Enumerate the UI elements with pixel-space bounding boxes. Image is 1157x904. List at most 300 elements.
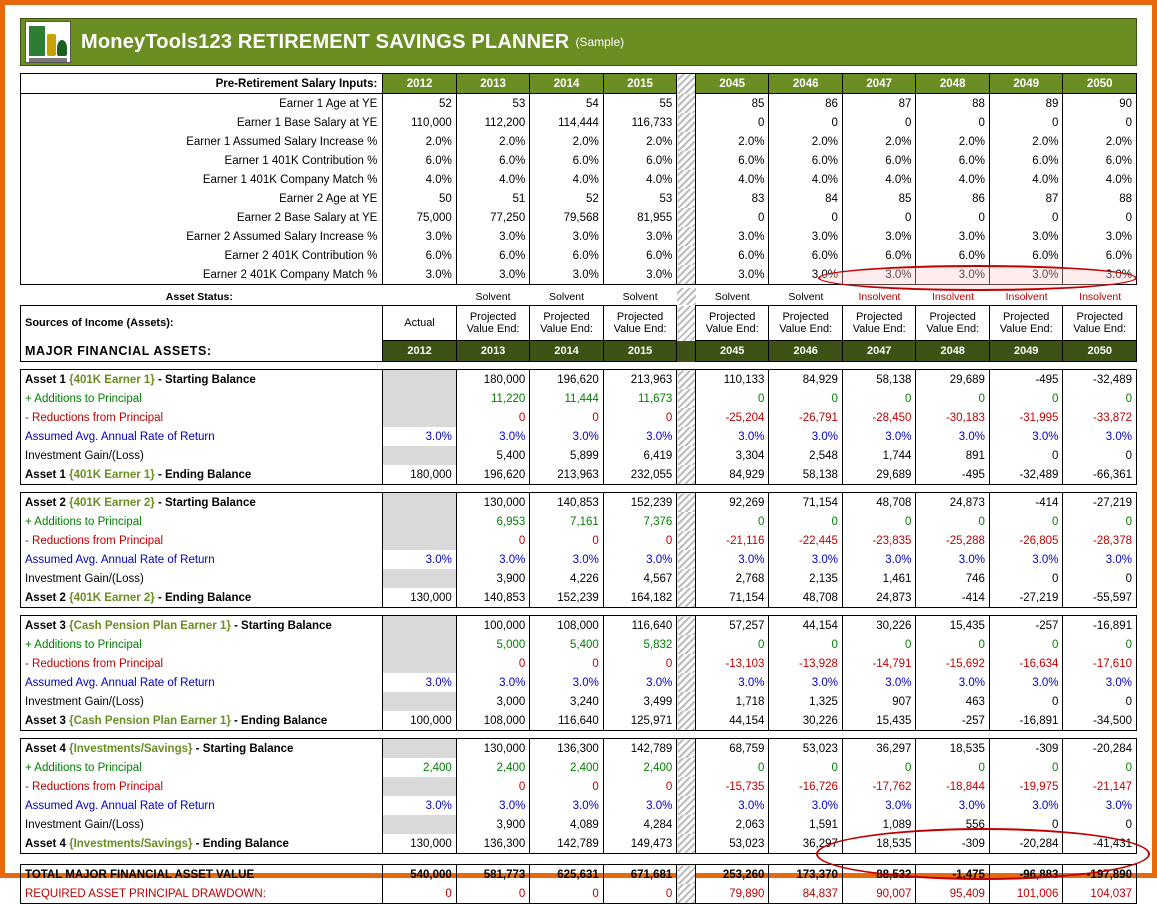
year-band-2046: 2046 <box>769 341 843 362</box>
cell: -20,284 <box>989 834 1063 854</box>
table-row <box>21 512 1137 531</box>
year-band-2014: 2014 <box>530 341 604 362</box>
asset-name: {401K Earner 1} <box>69 373 155 386</box>
cell: 6.0% <box>383 246 457 265</box>
status-badge-2049: Insolvent <box>1005 290 1048 303</box>
cell: 100,000 <box>456 616 530 636</box>
column-break <box>677 151 696 170</box>
cell: 0 <box>603 408 677 427</box>
row-label: + Additions to Principal <box>21 512 383 531</box>
asset-1-start-label <box>21 370 383 390</box>
cell: 180,000 <box>456 370 530 390</box>
cell: -16,891 <box>1063 616 1137 636</box>
cell: 4.0% <box>456 170 530 189</box>
cell: 0 <box>695 512 769 531</box>
cell: 3,240 <box>530 692 604 711</box>
cell: 2.0% <box>530 132 604 151</box>
cell: 4.0% <box>769 170 843 189</box>
pre-retirement-inputs-table <box>20 73 1137 285</box>
table-row <box>21 246 1137 265</box>
cell: -13,928 <box>769 654 843 673</box>
cell: 0 <box>456 777 530 796</box>
col-header-2048: Projected Value End: <box>916 306 990 341</box>
page-title: MoneyTools123 RETIREMENT SAVINGS PLANNER <box>81 30 570 53</box>
cell: 581,773 <box>456 865 530 885</box>
cell: 11,444 <box>530 389 604 408</box>
column-break <box>677 227 696 246</box>
cell: 5,000 <box>456 635 530 654</box>
cell: 0 <box>842 113 916 132</box>
cell <box>383 370 457 390</box>
status-cell-2045: Solvent <box>714 290 750 303</box>
column-break <box>677 834 696 854</box>
column-break <box>677 493 696 513</box>
cell: 2,400 <box>530 758 604 777</box>
cell: -33,872 <box>1063 408 1137 427</box>
cell: 0 <box>530 531 604 550</box>
cell: 0 <box>916 208 990 227</box>
cell: 164,182 <box>603 588 677 608</box>
cell: 213,963 <box>603 370 677 390</box>
column-break <box>677 796 696 815</box>
table-row <box>21 550 1137 569</box>
cell: -25,288 <box>916 531 990 550</box>
cell: -197,890 <box>1063 865 1137 885</box>
table-row <box>21 493 1137 513</box>
sources-title-row <box>21 306 1137 341</box>
cell <box>383 815 457 834</box>
cell: 0 <box>1063 692 1137 711</box>
cell: 4.0% <box>842 170 916 189</box>
cell: 5,400 <box>530 635 604 654</box>
cell: 2,400 <box>456 758 530 777</box>
cell: 3.0% <box>1063 427 1137 446</box>
cell: 3.0% <box>456 265 530 285</box>
cell: -27,219 <box>989 588 1063 608</box>
table-row <box>21 834 1137 854</box>
cell: -96,883 <box>989 865 1063 885</box>
cell: 53,023 <box>695 834 769 854</box>
cell: 77,250 <box>456 208 530 227</box>
cell: 3.0% <box>603 673 677 692</box>
cell: 3.0% <box>383 796 457 815</box>
cell: 2.0% <box>769 132 843 151</box>
row-label: Earner 1 401K Contribution % <box>21 151 383 170</box>
cell: -25,204 <box>695 408 769 427</box>
cell: 4,226 <box>530 569 604 588</box>
asset-name: {Investments/Savings} <box>69 742 193 755</box>
cell: 746 <box>916 569 990 588</box>
cell: 3.0% <box>916 227 990 246</box>
asset-2-start-label <box>21 493 383 513</box>
cell: 3.0% <box>769 265 843 285</box>
cell: 3.0% <box>842 265 916 285</box>
cell: 68,759 <box>695 739 769 759</box>
cell: 3.0% <box>695 227 769 246</box>
cell: 71,154 <box>769 493 843 513</box>
col-header-2014: Projected Value End: <box>530 306 604 341</box>
row-label: Investment Gain/(Loss) <box>21 569 383 588</box>
cell: 18,535 <box>916 739 990 759</box>
column-break <box>677 341 696 362</box>
cell: 0 <box>769 758 843 777</box>
column-break <box>677 815 696 834</box>
cell: 140,853 <box>530 493 604 513</box>
cell: 196,620 <box>530 370 604 390</box>
cell: 0 <box>695 389 769 408</box>
cell: 0 <box>530 408 604 427</box>
money-chart-icon <box>25 21 71 63</box>
total-asset-value-row <box>21 865 1137 885</box>
cell: 100,000 <box>383 711 457 731</box>
cell: 1,325 <box>769 692 843 711</box>
cell: 52 <box>530 189 604 208</box>
asset-index: Asset 2 <box>25 591 70 604</box>
cell: 6.0% <box>769 151 843 170</box>
cell: 3.0% <box>456 427 530 446</box>
cell: 3.0% <box>603 550 677 569</box>
asset-row-suffix: - Ending Balance <box>230 714 328 727</box>
cell: 3.0% <box>695 427 769 446</box>
column-break <box>677 265 696 285</box>
year-band-2013: 2013 <box>456 341 530 362</box>
cell: 0 <box>695 208 769 227</box>
cell: 57,257 <box>695 616 769 636</box>
cell: -17,762 <box>842 777 916 796</box>
table-row <box>21 408 1137 427</box>
cell: 907 <box>842 692 916 711</box>
table-row <box>21 635 1137 654</box>
cell: 3.0% <box>989 673 1063 692</box>
cell: 44,154 <box>769 616 843 636</box>
cell: 3.0% <box>603 427 677 446</box>
column-break <box>677 306 696 341</box>
row-label: Earner 1 Assumed Salary Increase % <box>21 132 383 151</box>
column-break <box>677 370 696 390</box>
cell <box>383 531 457 550</box>
cell: -66,361 <box>1063 465 1137 485</box>
cell: 0 <box>916 758 990 777</box>
status-cell-2046: Solvent <box>788 290 824 303</box>
cell: 3.0% <box>769 427 843 446</box>
cell: -17,610 <box>1063 654 1137 673</box>
cell: 116,640 <box>603 616 677 636</box>
cell: 0 <box>456 408 530 427</box>
asset-index: Asset 2 <box>25 496 70 509</box>
cell: 18,535 <box>842 834 916 854</box>
cell: 3.0% <box>530 427 604 446</box>
cell: 0 <box>989 758 1063 777</box>
cell: 0 <box>916 389 990 408</box>
col-header-2046: Projected Value End: <box>769 306 843 341</box>
row-label: Earner 1 Base Salary at YE <box>21 113 383 132</box>
cell: 0 <box>695 113 769 132</box>
cell: 48,708 <box>769 588 843 608</box>
table-row <box>21 758 1137 777</box>
cell: 130,000 <box>383 834 457 854</box>
cell: 36,297 <box>769 834 843 854</box>
cell: 0 <box>989 569 1063 588</box>
column-break <box>677 132 696 151</box>
column-break <box>677 288 696 305</box>
column-break <box>677 739 696 759</box>
row-label: Assumed Avg. Annual Rate of Return <box>21 673 383 692</box>
cell <box>383 635 457 654</box>
column-break <box>677 550 696 569</box>
cell: 88 <box>1063 189 1137 208</box>
table-row <box>21 208 1137 227</box>
cell: 3.0% <box>989 427 1063 446</box>
row-label: + Additions to Principal <box>21 758 383 777</box>
cell: 3.0% <box>1063 796 1137 815</box>
cell: 71,154 <box>695 588 769 608</box>
table-row <box>21 673 1137 692</box>
cell: 84,837 <box>769 884 843 904</box>
cell: 5,400 <box>456 446 530 465</box>
table-row <box>21 739 1137 759</box>
cell: 130,000 <box>383 588 457 608</box>
row-label: Investment Gain/(Loss) <box>21 815 383 834</box>
cell: 0 <box>916 512 990 531</box>
cell: 3.0% <box>1063 227 1137 246</box>
cell: 5,832 <box>603 635 677 654</box>
cell: 110,000 <box>383 113 457 132</box>
cell: 0 <box>842 208 916 227</box>
cell: -16,891 <box>989 711 1063 731</box>
cell: 3.0% <box>989 796 1063 815</box>
cell: 5,899 <box>530 446 604 465</box>
cell: 136,300 <box>456 834 530 854</box>
cell: 0 <box>916 113 990 132</box>
cell <box>383 408 457 427</box>
cell: 3.0% <box>695 673 769 692</box>
table-row <box>21 94 1137 114</box>
cell: 3.0% <box>530 796 604 815</box>
cell: 90,007 <box>842 884 916 904</box>
cell: 625,631 <box>530 865 604 885</box>
cell <box>383 446 457 465</box>
cell: 50 <box>383 189 457 208</box>
column-break <box>677 865 696 885</box>
cell: 3,000 <box>456 692 530 711</box>
cell: 0 <box>383 884 457 904</box>
cell: 6.0% <box>989 246 1063 265</box>
cell: 232,055 <box>603 465 677 485</box>
cell: -32,489 <box>1063 370 1137 390</box>
cell: 1,718 <box>695 692 769 711</box>
column-break <box>677 673 696 692</box>
cell: 92,269 <box>695 493 769 513</box>
cell: 0 <box>456 884 530 904</box>
cell: 79,890 <box>695 884 769 904</box>
cell: 3,304 <box>695 446 769 465</box>
cell: 79,568 <box>530 208 604 227</box>
year-band-2045: 2045 <box>695 341 769 362</box>
year-band-2050: 2050 <box>1063 341 1137 362</box>
table-row <box>21 265 1137 285</box>
row-label: Earner 1 401K Company Match % <box>21 170 383 189</box>
table-row <box>21 189 1137 208</box>
cell: 3.0% <box>989 227 1063 246</box>
cell: 0 <box>842 389 916 408</box>
inputs-year-2015: 2015 <box>603 74 677 94</box>
cell: 142,789 <box>530 834 604 854</box>
cell: 81,955 <box>603 208 677 227</box>
inputs-header-row <box>21 74 1137 94</box>
year-band-2047: 2047 <box>842 341 916 362</box>
table-row <box>21 465 1137 485</box>
cell: -1,475 <box>916 865 990 885</box>
cell: 0 <box>530 777 604 796</box>
cell: 2.0% <box>603 132 677 151</box>
cell: 84,929 <box>695 465 769 485</box>
cell: 0 <box>603 531 677 550</box>
cell: 0 <box>989 208 1063 227</box>
cell: 0 <box>842 758 916 777</box>
cell: 0 <box>916 635 990 654</box>
cell: 30,226 <box>769 711 843 731</box>
cell: 253,260 <box>695 865 769 885</box>
asset-3-block <box>20 615 1137 731</box>
asset-name: {Investments/Savings} <box>69 837 193 850</box>
col-header-2013: Projected Value End: <box>456 306 530 341</box>
col-header-2047: Projected Value End: <box>842 306 916 341</box>
cell: 6.0% <box>769 246 843 265</box>
column-break <box>677 758 696 777</box>
cell: 0 <box>842 512 916 531</box>
cell: 1,089 <box>842 815 916 834</box>
row-label: - Reductions from Principal <box>21 777 383 796</box>
table-row <box>21 569 1137 588</box>
cell: 149,473 <box>603 834 677 854</box>
column-break <box>677 74 696 94</box>
cell: 29,689 <box>842 465 916 485</box>
row-label: - Reductions from Principal <box>21 408 383 427</box>
cell: 6.0% <box>916 246 990 265</box>
cell: 3.0% <box>769 550 843 569</box>
cell: 2.0% <box>456 132 530 151</box>
column-break <box>677 170 696 189</box>
cell: 1,744 <box>842 446 916 465</box>
cell: 84,929 <box>769 370 843 390</box>
cell: 3.0% <box>383 265 457 285</box>
cell: 0 <box>530 884 604 904</box>
cell: 108,000 <box>456 711 530 731</box>
cell: 84 <box>769 189 843 208</box>
row-label: Assumed Avg. Annual Rate of Return <box>21 427 383 446</box>
cell: 3.0% <box>916 796 990 815</box>
cell: 110,133 <box>695 370 769 390</box>
cell: 86 <box>769 94 843 114</box>
cell: 3.0% <box>530 550 604 569</box>
column-break <box>677 884 696 904</box>
cell: 3.0% <box>695 796 769 815</box>
cell: 0 <box>989 389 1063 408</box>
cell: 6.0% <box>456 151 530 170</box>
cell: 0 <box>1063 389 1137 408</box>
asset-row-suffix: - Ending Balance <box>154 468 252 481</box>
column-break <box>677 408 696 427</box>
column-break <box>677 654 696 673</box>
cell <box>383 777 457 796</box>
column-break <box>677 389 696 408</box>
cell: 86 <box>916 189 990 208</box>
cell: 3.0% <box>456 550 530 569</box>
cell: 3.0% <box>842 550 916 569</box>
cell: 152,239 <box>530 588 604 608</box>
cell: -28,378 <box>1063 531 1137 550</box>
cell: 0 <box>769 389 843 408</box>
cell: -34,500 <box>1063 711 1137 731</box>
cell: 4.0% <box>695 170 769 189</box>
column-break <box>677 616 696 636</box>
cell: 88 <box>916 94 990 114</box>
cell: 52 <box>383 94 457 114</box>
cell: -31,995 <box>989 408 1063 427</box>
column-break <box>677 588 696 608</box>
cell: -26,791 <box>769 408 843 427</box>
cell: 15,435 <box>842 711 916 731</box>
column-break <box>677 531 696 550</box>
row-label: Investment Gain/(Loss) <box>21 692 383 711</box>
required-drawdown-row <box>21 884 1137 904</box>
cell <box>383 389 457 408</box>
cell: 0 <box>695 635 769 654</box>
cell: -23,835 <box>842 531 916 550</box>
cell <box>383 692 457 711</box>
table-row <box>21 113 1137 132</box>
cell <box>383 616 457 636</box>
column-break <box>677 635 696 654</box>
cell: -414 <box>989 493 1063 513</box>
asset-3-start-label <box>21 616 383 636</box>
table-row <box>21 531 1137 550</box>
cell: 1,591 <box>769 815 843 834</box>
inputs-year-2013: 2013 <box>456 74 530 94</box>
cell: -55,597 <box>1063 588 1137 608</box>
asset-4-start-label <box>21 739 383 759</box>
column-break <box>677 189 696 208</box>
table-row <box>21 227 1137 246</box>
cell: 2.0% <box>842 132 916 151</box>
table-row <box>21 389 1137 408</box>
cell: -257 <box>916 711 990 731</box>
cell: 136,300 <box>530 739 604 759</box>
table-row <box>21 777 1137 796</box>
cell: 6.0% <box>383 151 457 170</box>
cell: 0 <box>1063 208 1137 227</box>
cell: 130,000 <box>456 493 530 513</box>
column-break <box>677 208 696 227</box>
cell: 2.0% <box>695 132 769 151</box>
table-row <box>21 654 1137 673</box>
page-subtitle: (Sample) <box>575 35 625 49</box>
cell: 4.0% <box>1063 170 1137 189</box>
asset-row-suffix: - Starting Balance <box>154 496 256 509</box>
cell: 0 <box>603 884 677 904</box>
column-break <box>677 569 696 588</box>
cell: 463 <box>916 692 990 711</box>
cell: 6.0% <box>1063 246 1137 265</box>
asset-index: Asset 4 <box>25 837 70 850</box>
cell: 101,006 <box>989 884 1063 904</box>
asset-name: {Cash Pension Plan Earner 1} <box>69 619 231 632</box>
inputs-year-2050: 2050 <box>1063 74 1137 94</box>
status-badge-2047: Insolvent <box>858 290 901 303</box>
asset-index: Asset 1 <box>25 468 70 481</box>
asset-name: {Cash Pension Plan Earner 1} <box>69 714 231 727</box>
cell: 0 <box>456 531 530 550</box>
